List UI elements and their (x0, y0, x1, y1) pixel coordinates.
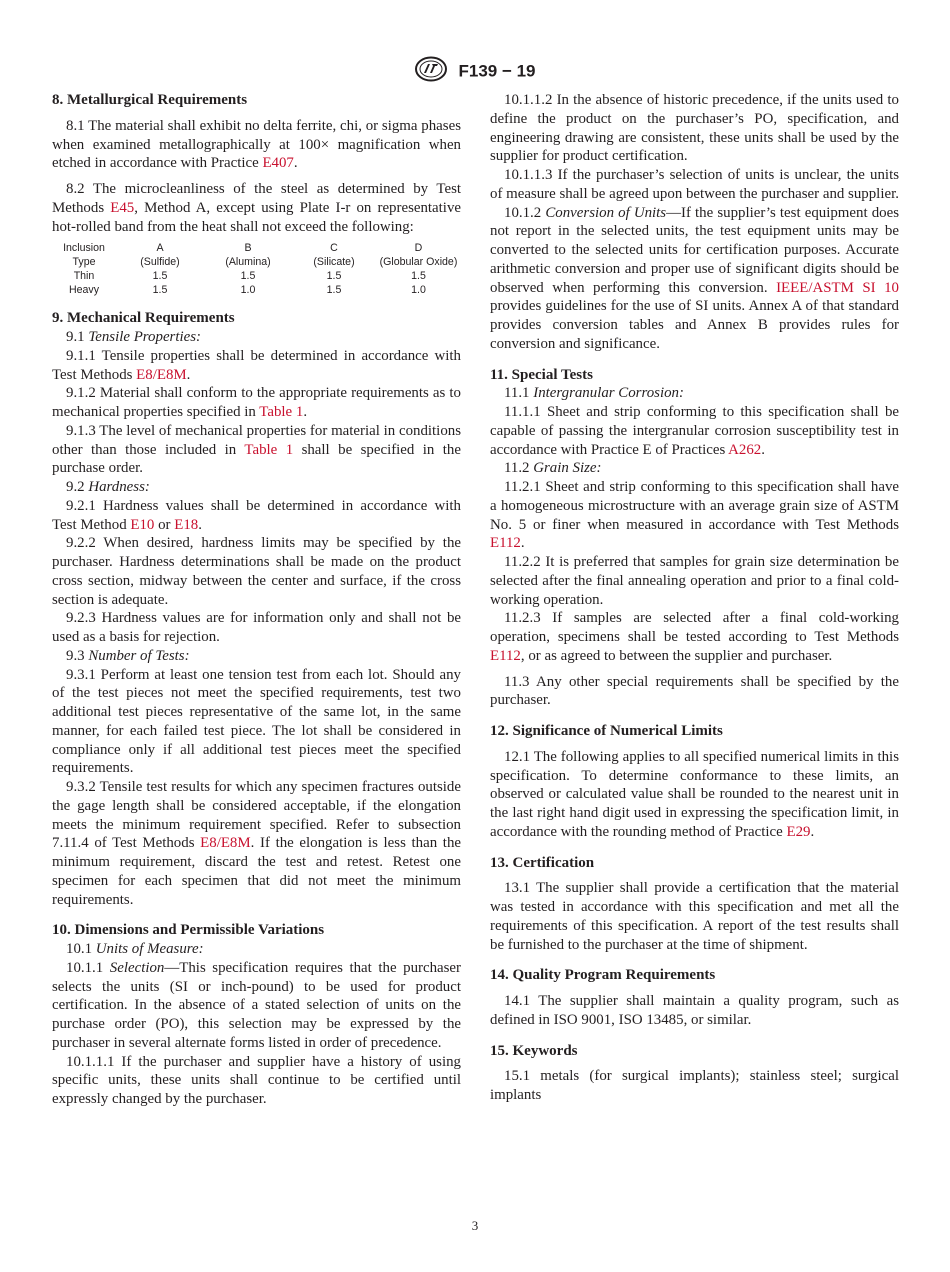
table-cell: A (156, 242, 164, 255)
paragraph: 8.1 The material shall exhibit no delta ferrite, chi, or sigma phases when examined metallographically at 100× magnification when etched in accordance with Practice E407. (52, 117, 461, 172)
table-row (52, 269, 461, 283)
section-heading: 15. Keywords (490, 1042, 578, 1059)
table-cell: 1.5 (326, 270, 342, 283)
section-heading: 11. Special Tests (490, 366, 593, 383)
paragraph: 11.2.2 It is preferred that samples for grain size determination be selected after the final annealing operation and prior to a final cold-working operation. (490, 554, 899, 608)
reference-link[interactable]: E18 (174, 516, 199, 533)
subsection-heading: 11.2 Grain Size: (504, 460, 602, 477)
paragraph: 10.1.1.3 If the purchaser’s selection of units is unclear, the units of measure shall be agreed upon between the purchaser and supplier. (490, 167, 899, 202)
paragraph: 10.1.2 Conversion of Units—If the supplier’s test equipment does not report in the selected units, the test equipment units may be converted to the selected units for certification purposes. Accurate arithmetic conversion and proper use of significant digits should be observed when performing this conversion. IEEE/ASTM SI 10 provides guidelines for the use of SI units. Annex A of that standard provides conversion tables and Annex B provides rules for conversion and significance. (490, 204, 899, 352)
subsection-heading: 9.3 Number of Tests: (66, 647, 190, 664)
table-cell: Type (72, 256, 96, 269)
paragraph: 10.1.1.2 In the absence of historic precedence, if the units used to define the product on the purchaser’s PO, specification, and engineering drawing are consistent, these units shall be used by the supplier for product certification. (490, 92, 899, 165)
paragraph: 15.1 metals (for surgical implants); stainless steel; surgical implants (490, 1068, 899, 1103)
subsection-heading: 11.1 Intergranular Corrosion: (504, 385, 684, 402)
paragraph: 11.3 Any other special requirements shall be specified by the purchaser. (490, 673, 899, 709)
table-cell: Thin (73, 270, 95, 283)
table-cell: 1.5 (326, 284, 342, 297)
page-number: 3 (471, 1218, 479, 1233)
table-cell: Heavy (68, 284, 100, 297)
table-cell: (Globular Oxide) (379, 256, 458, 269)
subsection-heading: 9.2 Hardness: (66, 479, 150, 495)
section-heading: 14. Quality Program Requirements (490, 967, 716, 984)
section-heading: 12. Significance of Numerical Limits (490, 723, 723, 739)
table-cell: 1.5 (411, 270, 426, 283)
right-column (490, 91, 899, 1105)
table-cell: 1.5 (152, 270, 168, 283)
reference-link[interactable]: E112 (490, 535, 521, 552)
paragraph: 9.3.1 Perform at least one tension test from each lot. Should any of the test pieces not meet the specified requirements, test two additional test pieces representative of the same lot, in the same manner, for each failed test piece. The lot shall be considered in compliance only if all additional test pieces meet the specified requirements. (52, 666, 461, 777)
paragraph: 12.1 The following applies to all specified numerical limits in this specification. To determine conformance to these limits, an observed or calculated value shall be rounded to the nearest unit in the last right hand digit used in expressing the specification limit, in accordance with the rounding method of Practice E29. (490, 748, 899, 840)
reference-link[interactable]: IEEE/ASTM SI 10 (776, 279, 899, 296)
paragraph: 11.2.1 Sheet and strip conforming to this specification shall have a homogeneous microstructure with an average grain size of ASTM No. 5 or finer when measured in accordance with Test Methods E112. (490, 479, 899, 552)
table-cell: C (330, 242, 338, 255)
reference-link[interactable]: E45 (110, 199, 135, 216)
subsection-heading: 10.1 Units of Measure: (66, 941, 204, 957)
paragraph: 9.2.2 When desired, hardness limits may be specified by the purchaser. Hardness determinations shall be made on the product cross section, midway between the center and surface, if the cross section is adequate. (52, 535, 461, 608)
left-column (52, 91, 461, 1109)
section-heading: 13. Certification (490, 854, 595, 871)
reference-link[interactable]: E112 (490, 647, 521, 664)
table-cell: D (414, 242, 423, 255)
reference-link[interactable]: E407 (262, 155, 294, 172)
paragraph: 9.2.1 Hardness values shall be determined in accordance with Test Method E10 or E18. (52, 497, 461, 533)
paragraph: 9.1.3 The level of mechanical properties for material in conditions other than those included in Table 1 shall be specified in the purchase order. (52, 422, 461, 477)
subsection-heading: 9.1 Tensile Properties: (66, 329, 201, 345)
reference-link[interactable]: Table 1 (244, 441, 294, 458)
page-header (0, 56, 950, 87)
paragraph: 8.2 The microcleanliness of the steel as determined by Test Methods E45, Method A, except using Plate I-r on representative hot-rolled band from the heat shall not exceed the following: (52, 181, 461, 235)
section-heading: 10. Dimensions and Permissible Variations (52, 922, 325, 939)
inclusion-table (52, 241, 461, 297)
paragraph: 13.1 The supplier shall provide a certification that the material was tested in accordance with this specification and met all the requirements of this specification. A report of the test results shall be furnished to the purchaser at the time of shipment. (490, 880, 899, 953)
paragraph: 11.1.1 Sheet and strip conforming to this specification shall be capable of passing the intergranular corrosion susceptibility test in accordance with Practice E of Practices A262. (490, 404, 899, 458)
table-row (52, 283, 461, 297)
paragraph: 9.1.1 Tensile properties shall be determined in accordance with Test Methods E8/E8M. (52, 347, 461, 383)
table-cell: (Alumina) (225, 256, 271, 269)
table-header-row (52, 255, 461, 269)
reference-link[interactable]: E10 (130, 516, 155, 533)
section-heading: 8. Metallurgical Requirements (52, 92, 248, 108)
paragraph: 10.1.1.1 If the purchaser and supplier have a history of using specific units, these units shall continue to be certified until expressly changed by the purchaser. (52, 1053, 461, 1107)
reference-link[interactable]: A262 (728, 441, 762, 458)
reference-link[interactable]: E8/E8M (136, 366, 187, 383)
table-cell: (Sulfide) (140, 256, 180, 269)
reference-link[interactable]: E29 (786, 823, 811, 840)
table-cell: 1.5 (240, 270, 256, 283)
reference-link[interactable]: Table 1 (259, 404, 304, 420)
paragraph: 10.1.1 Selection—This specification requires that the purchaser selects the units (SI or inch-pound) to be used for product certification. In the absence of a stated selection of units on the purchase order (PO), this selection may be expressed by the purchaser in several alternate forms listed in order of precedence. (52, 959, 461, 1051)
paragraph: 9.2.3 Hardness values are for information only and shall not be used as a basis for rejection. (52, 610, 461, 645)
table-cell: B (244, 242, 252, 255)
reference-link[interactable]: E8/E8M (200, 835, 251, 852)
table-cell: Inclusion (63, 242, 105, 255)
table-cell: 1.0 (240, 284, 256, 297)
section-heading: 9. Mechanical Requirements (52, 310, 235, 327)
astm-logo-icon (414, 56, 448, 87)
table-cell: 1.5 (152, 284, 168, 297)
paragraph: 9.3.2 Tensile test results for which any specimen fractures outside the gage length shall be considered acceptable, if the elongation meets the minimum requirement specified. Refer to subsection 7.11.4 of Test Methods E8/E8M. If the elongation is less than the minimum requirement, discard the test and retest. Retest one specimen for each specimen that did not meet the minimum requirements. (52, 779, 462, 908)
paragraph: 11.2.3 If samples are selected after a final cold-working operation, specimens shall be tested according to Test Methods E112, or as agreed to between the supplier and purchaser. (490, 610, 899, 664)
table-header-row (52, 241, 461, 255)
paragraph: 14.1 The supplier shall maintain a quality program, such as defined in ISO 9001, ISO 13485, or similar. (490, 993, 899, 1028)
table-cell: (Silicate) (313, 256, 355, 269)
table-cell: 1.0 (411, 284, 426, 297)
paragraph: 9.1.2 Material shall conform to the appropriate requirements as to mechanical properties specified in Table 1. (52, 385, 461, 420)
standard-designation: F139 − 19 (458, 61, 536, 81)
